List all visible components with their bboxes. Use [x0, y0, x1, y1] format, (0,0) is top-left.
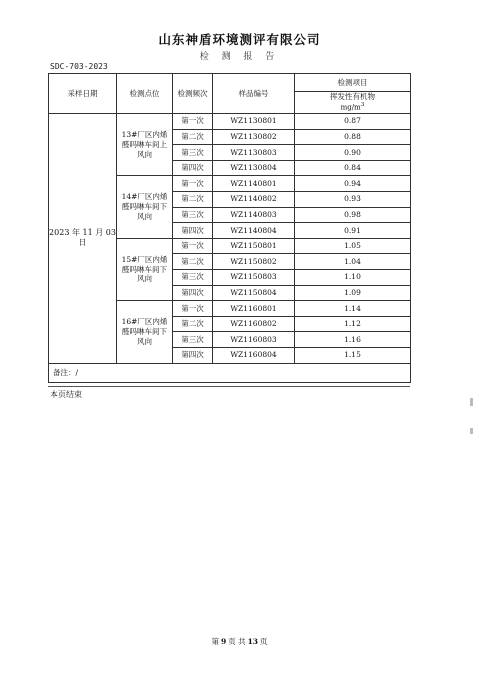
- voc-value-cell: 1.09: [295, 285, 411, 301]
- header-item: [295, 92, 411, 114]
- frequency-cell: 第一次: [173, 238, 213, 254]
- frequency-cell: 第四次: [173, 223, 213, 239]
- frequency-cell: 第一次: [173, 301, 213, 317]
- voc-value-cell: 1.05: [295, 238, 411, 254]
- voc-value-cell: 0.93: [295, 191, 411, 207]
- monitoring-point-cell: 15#厂区内烯醛吗啉车间下风向: [117, 238, 173, 300]
- voc-value-cell: 0.87: [295, 114, 411, 130]
- sample-id-cell: WZ1130803: [213, 145, 295, 161]
- frequency-cell: 第二次: [173, 254, 213, 270]
- voc-value-cell: 1.12: [295, 316, 411, 332]
- voc-value-cell: 0.91: [295, 223, 411, 239]
- voc-value-cell: 1.10: [295, 269, 411, 285]
- sample-id-cell: WZ1160801: [213, 301, 295, 317]
- header-point: 检测点位: [117, 74, 173, 114]
- company-name: 山东神盾环境测评有限公司: [158, 32, 321, 47]
- sample-id-cell: WZ1140801: [213, 176, 295, 192]
- unit-base: mg/m: [340, 103, 361, 112]
- frequency-cell: 第四次: [173, 347, 213, 363]
- monitoring-point-cell: 14#厂区内烯醛吗啉车间下风向: [117, 176, 173, 238]
- frequency-cell: 第二次: [173, 316, 213, 332]
- table-bottom-rule: [48, 386, 410, 387]
- frequency-cell: 第一次: [173, 176, 213, 192]
- sample-id-cell: WZ1140803: [213, 207, 295, 223]
- voc-value-cell: 0.98: [295, 207, 411, 223]
- item-unit: [295, 102, 410, 112]
- voc-value-cell: 0.94: [295, 176, 411, 192]
- item-name: 挥发性有机物: [330, 92, 375, 102]
- page-prefix: 第: [211, 637, 219, 646]
- end-of-page-note: 本页结束: [50, 390, 82, 399]
- page-total: 13: [247, 637, 259, 646]
- unit-exponent: 3: [360, 102, 365, 109]
- scan-edge-mark: [470, 428, 473, 434]
- voc-value-cell: 0.90: [295, 145, 411, 161]
- remarks-cell: 备注：/: [49, 363, 411, 382]
- sample-id-cell: WZ1160802: [213, 316, 295, 332]
- table-body: [49, 114, 411, 383]
- frequency-cell: 第三次: [173, 332, 213, 348]
- page-suffix: 页: [260, 637, 268, 646]
- frequency-cell: 第二次: [173, 129, 213, 145]
- frequency-cell: 第三次: [173, 145, 213, 161]
- results-table: [48, 73, 411, 383]
- header-date: 采样日期: [49, 74, 117, 114]
- header-item-group: 检测项目: [295, 74, 411, 92]
- frequency-cell: 第三次: [173, 269, 213, 285]
- sample-id-cell: WZ1160803: [213, 332, 295, 348]
- sample-id-cell: WZ1140804: [213, 223, 295, 239]
- frequency-cell: 第二次: [173, 191, 213, 207]
- frequency-cell: 第四次: [173, 285, 213, 301]
- sample-id-cell: WZ1150802: [213, 254, 295, 270]
- sample-id-cell: WZ1160804: [213, 347, 295, 363]
- document-number: SDC-703-2023: [50, 62, 108, 71]
- sample-id-cell: WZ1150804: [213, 285, 295, 301]
- remarks-row: [49, 363, 411, 382]
- frequency-cell: 第一次: [173, 114, 213, 130]
- voc-value-cell: 0.84: [295, 160, 411, 176]
- frequency-cell: 第三次: [173, 207, 213, 223]
- voc-value-cell: 0.88: [295, 129, 411, 145]
- page-footer: [0, 636, 479, 647]
- sample-id-cell: WZ1130804: [213, 160, 295, 176]
- sample-id-cell: WZ1150801: [213, 238, 295, 254]
- frequency-cell: 第四次: [173, 160, 213, 176]
- sampling-date-cell: 2023 年 11 月 03 日: [49, 114, 117, 364]
- header-sample-id: 样品编号: [213, 74, 295, 114]
- report-subtitle: 检 测 报 告: [199, 52, 280, 62]
- voc-value-cell: 1.04: [295, 254, 411, 270]
- sample-id-cell: WZ1130801: [213, 114, 295, 130]
- voc-value-cell: 1.16: [295, 332, 411, 348]
- voc-value-cell: 1.14: [295, 301, 411, 317]
- monitoring-point-cell: 16#厂区内烯醛吗啉车间下风向: [117, 301, 173, 363]
- page-number: 9: [220, 637, 227, 646]
- voc-value-cell: 1.15: [295, 347, 411, 363]
- sample-id-cell: WZ1140802: [213, 191, 295, 207]
- sample-id-cell: WZ1130802: [213, 129, 295, 145]
- page-middle: 页 共: [228, 637, 246, 646]
- table-row: [49, 114, 411, 130]
- scan-edge-mark: [470, 398, 473, 406]
- table-header: [49, 74, 411, 114]
- header-frequency: 检测频次: [173, 74, 213, 114]
- sample-id-cell: WZ1150803: [213, 269, 295, 285]
- monitoring-point-cell: 13#厂区内烯醛吗啉车间上风向: [117, 114, 173, 176]
